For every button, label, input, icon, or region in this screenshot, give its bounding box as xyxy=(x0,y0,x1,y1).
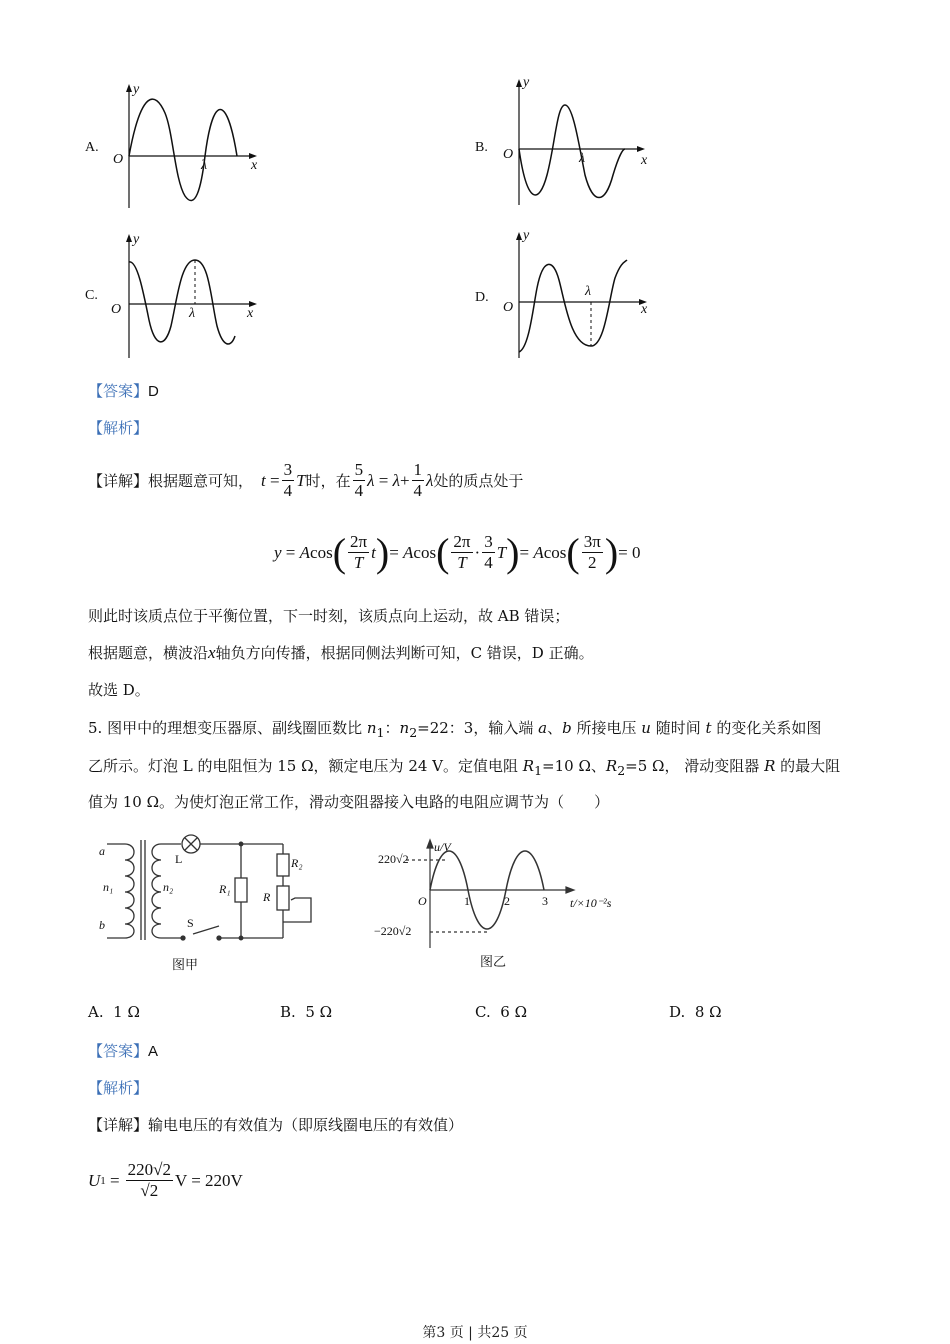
frac-3-4 xyxy=(482,532,495,573)
axis-x-c: x xyxy=(247,306,254,321)
var-t: t xyxy=(705,719,712,737)
frac-den: 4 xyxy=(354,481,364,500)
option-c-graph xyxy=(85,230,285,370)
frac-den: 4 xyxy=(413,481,423,500)
q4-line2-a: 根据题意，横波沿 xyxy=(88,644,209,662)
eq-A: A xyxy=(533,542,544,562)
eq-sign: = xyxy=(519,542,530,562)
eq-A: A xyxy=(299,542,311,562)
frac-num: 3π xyxy=(583,532,601,551)
q5-analysis-tag xyxy=(88,1077,148,1099)
frac-u1 xyxy=(126,1160,173,1201)
q5-line2-a: 乙所示。灯泡 L 的电阻恒为 15 Ω，额定电压为 24 V。定值电阻 xyxy=(88,757,519,775)
eq-dot: · xyxy=(474,542,481,562)
option-a-label: A. xyxy=(85,140,99,155)
choice-letter: A. xyxy=(88,1003,104,1021)
axis-x-d: x xyxy=(641,302,648,317)
circuit-label-R2: R₂ xyxy=(291,856,303,870)
var-x: x xyxy=(208,643,216,662)
var-lambda: λ xyxy=(426,470,434,490)
q4-line2-b: 轴负方向传播，根据同侧法判断可知，C 错误，D 正确。 xyxy=(215,644,594,662)
eq-cos: cos xyxy=(413,542,437,562)
voltage-graph xyxy=(370,838,630,958)
q4-answer xyxy=(88,380,159,403)
frac-den: 2 xyxy=(588,553,597,572)
detail-tag: 【详解】 xyxy=(88,471,149,490)
q4-equation: y = A cos ( $\frac{2\pi}{T}$ t ) = A cos ( $\frac{2\pi}{T}$ · $\frac{3}{4}$ T ) = A cos ( $\frac{3\pi}{2}$ ) = 0 xyxy=(274,529,641,575)
eq-y: y xyxy=(274,542,282,562)
eq-cos: cos xyxy=(310,542,333,562)
q5-answer xyxy=(88,1040,158,1063)
frac-den: T xyxy=(457,553,467,572)
choice-b[interactable] xyxy=(280,1003,332,1021)
graph-tick-2: 2 xyxy=(504,894,510,908)
origin-a: O xyxy=(113,152,124,167)
q4-analysis-tag xyxy=(88,417,148,439)
r1-value: =10 Ω、 xyxy=(542,757,606,775)
eq-U: U xyxy=(88,1170,101,1190)
axis-y-d: y xyxy=(523,228,530,243)
choice-letter: D. xyxy=(669,1003,686,1021)
circuit-label-S: S xyxy=(187,916,194,930)
option-d-graph xyxy=(475,228,675,368)
q5-stem-line3: 值为 10 Ω。为使灯泡正常工作，滑动变阻器接入电路的电阻应调节为（ ） xyxy=(88,793,610,811)
r2-value: =5 Ω， xyxy=(625,757,680,775)
var-R1: R xyxy=(522,757,535,775)
choice-value: 8 Ω xyxy=(694,1003,722,1021)
eq-t: t xyxy=(371,542,376,562)
answer-tag: 【答案】 xyxy=(88,382,149,400)
origin-d: O xyxy=(503,300,514,315)
graph-origin: O xyxy=(418,894,427,908)
analysis-tag: 【解析】 xyxy=(88,419,149,437)
q5-line2-c: 的最大阻 xyxy=(780,757,841,775)
q4-line3: 故选 D。 xyxy=(88,681,150,699)
sep: 、 xyxy=(547,719,563,737)
choice-value: 6 Ω xyxy=(500,1003,528,1021)
choice-letter: C. xyxy=(475,1003,491,1021)
detail-post: 处的质点处于 xyxy=(433,471,524,490)
q4-line2 xyxy=(88,642,594,664)
choice-a[interactable] xyxy=(88,1003,140,1021)
circuit-label-L: L xyxy=(175,852,183,866)
origin-c: O xyxy=(111,302,122,317)
sub-2: 2 xyxy=(409,725,418,740)
graph-tick-1: 1 xyxy=(464,894,470,908)
circuit-label-n1: n₁ xyxy=(103,880,114,894)
frac-num: 5 xyxy=(354,460,364,479)
option-a-graph xyxy=(85,80,285,220)
fig2-caption: 图乙 xyxy=(480,955,507,970)
detail-pre: 根据题意可知， xyxy=(148,471,254,490)
circuit-label-R1: R₁ xyxy=(219,882,231,896)
frac-num: 1 xyxy=(413,460,423,479)
colon: ： xyxy=(384,719,400,737)
circuit-label-R: R xyxy=(263,890,271,904)
frac-num: 2π xyxy=(453,532,471,551)
graph-ymax: 220√2 xyxy=(378,852,409,866)
wave-graph-d xyxy=(475,228,675,368)
answer-value: A xyxy=(148,1043,159,1060)
axis-y-c: y xyxy=(133,232,140,247)
eq-sign: = xyxy=(285,542,296,562)
eq-A: A xyxy=(403,542,414,562)
graph-ymin: −220√2 xyxy=(374,924,412,938)
frac-num: 3 xyxy=(484,532,493,551)
q4-line1: 则此时该质点位于平衡位置，下一时刻，该质点向上运动，故 AB 错误； xyxy=(88,607,570,625)
eq-U-sub: 1 xyxy=(100,1174,106,1187)
q4-detail-line xyxy=(88,460,523,501)
axis-y-a: y xyxy=(133,82,140,97)
option-b-graph xyxy=(475,75,675,215)
frac-1-4 xyxy=(412,460,425,501)
option-c-label: C. xyxy=(85,288,98,303)
wave-graph-a xyxy=(85,80,285,220)
var-a: a xyxy=(538,719,548,737)
frac-2pi-T xyxy=(348,532,369,573)
choice-value: 5 Ω xyxy=(305,1003,333,1021)
frac-den: T xyxy=(353,553,364,572)
sub-2: 2 xyxy=(617,763,626,778)
graph-ylabel: u/V xyxy=(434,840,451,854)
graph-tick-3: 3 xyxy=(542,894,548,908)
circuit-label-b: b xyxy=(99,918,105,932)
eq-sign: = xyxy=(378,470,389,490)
var-b: b xyxy=(562,719,572,737)
sub-1: 1 xyxy=(534,763,543,778)
eq-sign: = xyxy=(270,470,280,490)
eq-result: V = 220V xyxy=(174,1170,243,1190)
frac-3-4 xyxy=(282,460,295,501)
var-lambda: λ xyxy=(392,470,400,490)
var-T: T xyxy=(296,470,306,490)
circuit-diagram xyxy=(95,830,335,975)
detail-when: 时，在 xyxy=(305,471,351,490)
wave-graph-b xyxy=(475,75,675,215)
answer-value: D xyxy=(148,383,159,400)
frac-num: 3 xyxy=(283,460,293,479)
lambda-d: λ xyxy=(585,284,592,299)
choice-c[interactable] xyxy=(475,1003,527,1021)
frac-3pi-2 xyxy=(582,532,603,573)
frac-2pi-T xyxy=(451,532,472,573)
frac-num: 220√2 xyxy=(127,1160,171,1179)
page-footer: 第3 页 | 共25 页 xyxy=(422,1325,528,1341)
q5-detail xyxy=(88,1114,463,1136)
frac-5-4 xyxy=(353,460,366,501)
var-n2: n xyxy=(399,719,410,737)
lambda-a: λ xyxy=(201,158,208,173)
circuit-svg xyxy=(95,830,335,975)
circuit-label-a: a xyxy=(99,844,105,858)
eq-cos: cos xyxy=(543,542,567,562)
eq-T: T xyxy=(496,542,507,562)
var-t: t xyxy=(261,470,266,490)
var-R2: R xyxy=(605,757,618,775)
q5-stem-line2 xyxy=(88,755,840,782)
answer-tag: 【答案】 xyxy=(88,1042,149,1060)
fig1-caption: 图甲 xyxy=(172,958,199,973)
option-b-label: B. xyxy=(475,140,488,155)
choice-letter: B. xyxy=(280,1003,296,1021)
sub-1: 1 xyxy=(376,725,385,740)
frac-num: 2π xyxy=(350,532,368,551)
q5-line2-b: 滑动变阻器 xyxy=(684,757,760,775)
var-u: u xyxy=(641,719,651,737)
var-R: R xyxy=(764,757,776,775)
detail-text: 输电电压的有效值为（即原线圈电压的有效值） xyxy=(148,1116,464,1134)
q5-line1-b: 所接电压 xyxy=(576,719,637,737)
q5-stem-line1 xyxy=(88,717,821,744)
var-lambda: λ xyxy=(367,470,375,490)
q5-line1-a: 5. 图甲中的理想变压器原、副线圈匝数比 xyxy=(88,719,363,737)
analysis-tag: 【解析】 xyxy=(88,1079,149,1097)
ratio: =22：3，输入端 xyxy=(417,719,534,737)
choice-value: 1 Ω xyxy=(113,1003,140,1021)
frac-den: 4 xyxy=(484,553,493,572)
q5-line1-d: 的变化关系如图 xyxy=(716,719,822,737)
detail-tag: 【详解】 xyxy=(88,1116,149,1134)
origin-b: O xyxy=(503,147,514,162)
axis-x-a: x xyxy=(251,158,258,173)
q5-line1-c: 随时间 xyxy=(655,719,701,737)
choice-d[interactable] xyxy=(669,1003,722,1021)
option-d-label: D. xyxy=(475,290,489,305)
wave-graph-c xyxy=(85,230,285,370)
q5-equation: U 1 = $\frac{220√2}{√2}$ V = 220V xyxy=(88,1160,243,1200)
eq-zero: = 0 xyxy=(618,542,641,562)
frac-den: √2 xyxy=(140,1181,159,1200)
lambda-b: λ xyxy=(579,151,586,166)
graph-xlabel: t/×10⁻²s xyxy=(570,896,612,910)
lambda-c: λ xyxy=(189,306,196,321)
plus-sign: + xyxy=(399,470,410,490)
var-n1: n xyxy=(366,719,377,737)
eq-sign: = xyxy=(389,542,399,562)
circuit-label-n2: n₂ xyxy=(163,880,174,894)
axis-y-b: y xyxy=(523,75,530,90)
axis-x-b: x xyxy=(641,153,648,168)
frac-den: 4 xyxy=(283,481,293,500)
